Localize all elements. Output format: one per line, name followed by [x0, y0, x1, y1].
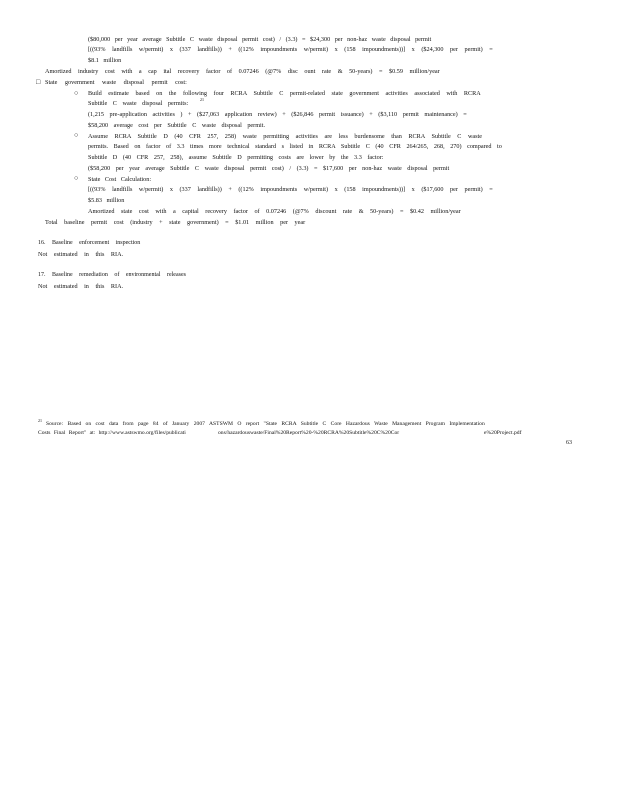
assume-subtitle-d-line: Assume RCRA Subtitle D (40 CFR 257, 258) waste permitting activities are less burdensome than RCRA Subtitle C waste: [88, 133, 483, 140]
subtitle-c-permits-line: Subtitle C waste disposal permits:: [88, 100, 189, 107]
section-16-title: 16. Baseline enforcement inspection: [38, 240, 141, 246]
state-cost-calc-heading: State Cost Calculation:: [88, 176, 152, 183]
footnote-ref-21: 21: [200, 97, 204, 102]
circle-bullet-icon: ○: [74, 174, 79, 182]
total-baseline-permit-cost: Total baseline permit cost (industry + state government) = $1.01 million per year: [45, 219, 306, 226]
factor-basis-line: permits. Based on factor of 3.3 times more technical standard s listed in RCRA Subtitle C (40 CFR 264/265, 268, 270) compared to: [88, 143, 502, 150]
footnote-line-1: Source: Based on cost data from page 84 of January 2007 ASTSWM O report "State RCRA Subtitle C Core Hazardous Waste Management Program Implementation: [46, 421, 485, 427]
industry-amortized-line: Amortized industry cost with a cap ital recovery factor of 0.07246 (@7% disc ount rate & 50-years) = $0.59 million/year: [45, 68, 440, 75]
footnote-marker: 21: [38, 418, 42, 423]
section-17-body: Not estimated in this RIA.: [38, 283, 124, 290]
state-permit-calc-line: [((93% landfills w/permit) x (337 landfills)) + ((12% impoundments w/permit) x (158 impoundments))] x ($17,600 per permit) =: [88, 186, 493, 193]
circle-bullet-icon: ○: [74, 89, 79, 97]
industry-permit-cost-line: ($80,000 per year average Subtitle C waste disposal permit cost) / (3.3) = $24,300 per non-haz waste disposal permit: [88, 36, 432, 43]
section-17-title: 17. Baseline remediation of environmental releases: [38, 272, 186, 278]
state-permit-heading: State government waste disposal permit cost:: [45, 79, 187, 86]
industry-permit-total: $8.1 million: [88, 57, 122, 64]
average-permit-cost-line: $58,200 average cost per Subtitle C waste disposal permit.: [88, 122, 266, 129]
page-number: 63: [566, 440, 572, 446]
section-16-body: Not estimated in this RIA.: [38, 251, 124, 258]
build-estimate-line: Build estimate based on the following four RCRA Subtitle C permit-related state government activities associated with RCRA: [88, 90, 481, 97]
footnote-line-2-middle: ons/hazardouswaste/Final%20Report%20-%20RCRA%20Subtitle%20C%20Cor: [218, 430, 400, 436]
circle-bullet-icon: ○: [74, 131, 79, 139]
footnote-line-2-start: Costs Final Report" at: http://www.astswmo.org/files/publicati: [38, 430, 186, 436]
state-amortized-line: Amortized state cost with a capital recovery factor of 0.07246 (@7% discount rate & 50-years) = $0.42 million/year: [88, 208, 461, 215]
state-permit-cost-line: ($58,200 per year average Subtitle C waste disposal permit cost) / (3.3) = $17,600 per non-haz waste disposal permit: [88, 165, 450, 172]
footnote-line-2-end: e%20Project.pdf: [484, 430, 522, 436]
industry-permit-calc-line: [((93% landfills w/permit) x (337 landfills)) + ((12% impoundments w/permit) x (158 impoundments))] x ($24,300 per permit) =: [88, 46, 493, 53]
square-bullet-icon: □: [36, 78, 41, 86]
subtitle-d-comparison-line: Subtitle D (40 CFR 257, 258), assume Subtitle D permitting costs are lower by the 3.3 factor:: [88, 154, 384, 161]
state-permit-total: $5.83 million: [88, 197, 125, 204]
state-activities-calc-line: (1,215 pre-application activities ) + ($27,063 application review) + ($26,846 permit issuance) + ($3,110 permit maintenance) =: [88, 111, 467, 118]
